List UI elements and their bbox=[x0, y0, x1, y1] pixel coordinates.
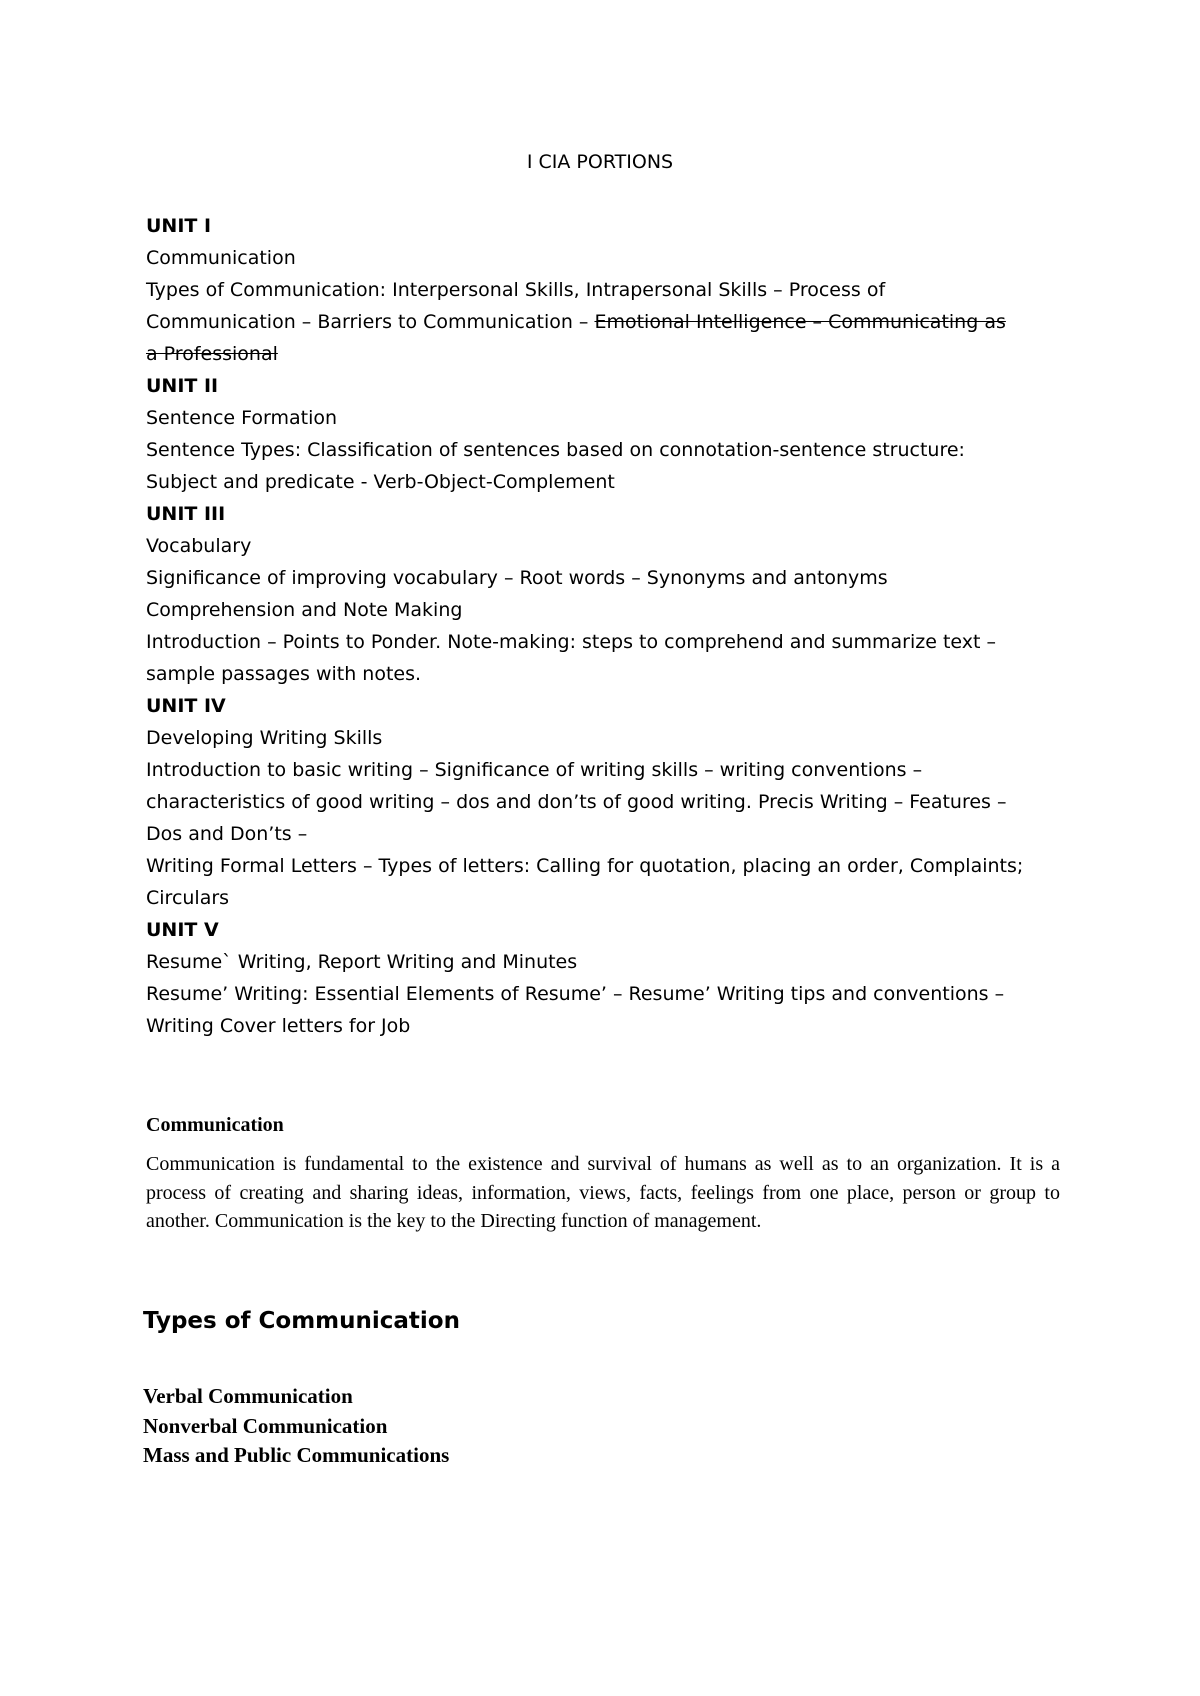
unit-line: Writing Formal Letters – Types of letters: Calling for quotation, placing an order, Complaints; bbox=[146, 855, 1024, 877]
struck-text: Emotional Intelligence – Communicating as bbox=[594, 311, 1006, 333]
list-item: Mass and Public Communications bbox=[143, 1443, 450, 1467]
unit-line-mixed bbox=[146, 306, 1066, 338]
unit-line: Sentence Formation bbox=[146, 407, 338, 429]
list-item: Verbal Communication bbox=[143, 1384, 353, 1408]
list-item: Nonverbal Communication bbox=[143, 1413, 388, 1438]
unit-line: Developing Writing Skills bbox=[146, 727, 383, 749]
unit-line: Subject and predicate - Verb-Object-Complement bbox=[146, 471, 615, 493]
unit-line: Writing Cover letters for Job bbox=[146, 1015, 411, 1037]
unit-line: Resume` Writing, Report Writing and Minutes bbox=[146, 951, 578, 973]
syllabus-section bbox=[146, 210, 1066, 1042]
communication-paragraph: Communication is fundamental to the existence and survival of humans as well as to an organization. It is a process of creating and sharing ideas, information, views, facts, feelings from one place, person or group to another. Communication is the key to the Directing function of management. bbox=[146, 1153, 1060, 1232]
unit-line: sample passages with notes. bbox=[146, 663, 422, 685]
unit-line: Introduction to basic writing – Significance of writing skills – writing conventions – bbox=[146, 759, 923, 781]
types-heading: Types of Communication bbox=[143, 1308, 460, 1334]
unit-heading: UNIT I bbox=[146, 215, 212, 237]
unit-heading: UNIT III bbox=[146, 503, 226, 525]
unit-line: Significance of improving vocabulary – Root words – Synonyms and antonyms bbox=[146, 567, 888, 589]
unit-heading: UNIT II bbox=[146, 375, 219, 397]
unit-line: Vocabulary bbox=[146, 535, 252, 557]
struck-text: a Professional bbox=[146, 343, 278, 365]
unit-line: Types of Communication: Interpersonal Skills, Intrapersonal Skills – Process of bbox=[146, 279, 886, 301]
unit-line: Circulars bbox=[146, 887, 230, 909]
communication-heading: Communication bbox=[146, 1114, 284, 1136]
unit-line: Introduction – Points to Ponder. Note-making: steps to comprehend and summarize text – bbox=[146, 631, 996, 653]
unit-heading: UNIT V bbox=[146, 919, 219, 941]
unit-line-plain: Communication – Barriers to Communication – bbox=[146, 311, 595, 333]
unit-line: Communication bbox=[146, 247, 296, 269]
unit-line: Dos and Don’ts – bbox=[146, 823, 308, 845]
unit-line: Resume’ Writing: Essential Elements of Resume’ – Resume’ Writing tips and conventions – bbox=[146, 983, 1005, 1005]
page-title: I CIA PORTIONS bbox=[526, 151, 674, 173]
unit-line: Comprehension and Note Making bbox=[146, 599, 463, 621]
types-list bbox=[143, 1382, 449, 1471]
unit-heading: UNIT IV bbox=[146, 695, 226, 717]
unit-line: Sentence Types: Classification of sentences based on connotation-sentence structure: bbox=[146, 439, 965, 461]
unit-line: characteristics of good writing – dos and don’ts of good writing. Precis Writing – Features – bbox=[146, 791, 1007, 813]
